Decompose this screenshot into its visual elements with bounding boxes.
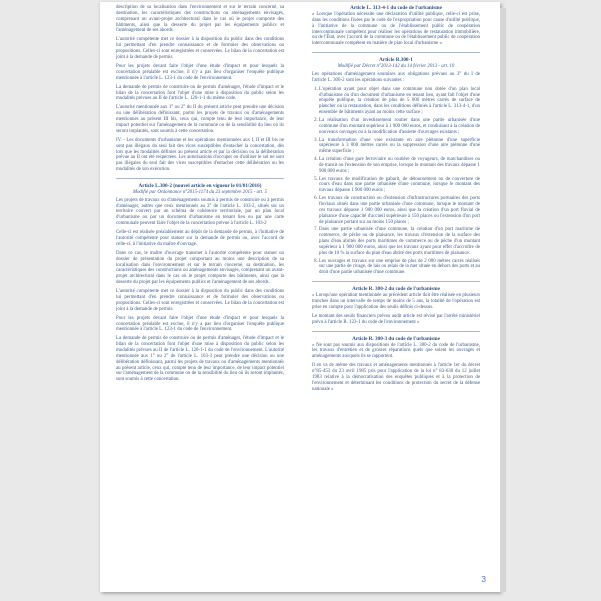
paragraph: La demande de permis de construire ou de permis d'aménager, l'étude d'impact et le bilan de la concertation font l'objet d'une mise à disposition du public selon les modalités prévues au II de l'article L. 120-1-1 du même code. xyxy=(116,84,284,102)
paragraph: L'autorité compétente met ce dossier à la disposition du public dans des conditions lui permettant d'en prendre connaissance et de formuler des observations ou propositions. Celles-ci sont enregistrées et conservées. Le bilan de la concertation est joint à la demande de permis. xyxy=(116,289,284,312)
article-heading: Article R.300-1 xyxy=(379,57,413,64)
paragraph: La demande de permis de construire ou de permis d'aménager, l'étude d'impact et le bilan de la concertation font l'objet d'une mise à disposition du public selon les modalités prévues au II de l'article L. 120-1-1 du code de l'environnement. L'autorité mentionnée aux 1° ou 2° de l'article L. 103-3 peut prendre une décision ou une délibération définissant, parmi les projets de travaux ou d'aménagements mentionnés au présent article, ceux qui, compte tenu de leur importance, de leur impact potentiel sur l'aménagement de la commune ou de la sensibilité du lieu où ils seront implantés, sont soumis à cette concertation. xyxy=(116,336,284,383)
article-heading: Article L.300-2 (nouvel article en vigueur le 01/01/2016) xyxy=(138,182,262,189)
list-item: 2. La réalisation d'un investissement routier dans une partie urbanisée d'une commune d'un montant supérieur à 1 900 000 euros, et conduisant à la création de nouveaux ouvrages ou à la modification d'assiette d'ouvrages existants ; xyxy=(319,118,480,136)
paragraph: Pour les projets devant faire l'objet d'une étude d'impact et pour lesquels la concertation préalable est exclue, il n'y a pas lieu d'organiser l'enquête publique mentionnée à l'article L. 123-1 du code de l'environnement. xyxy=(116,63,284,81)
divider xyxy=(312,281,480,282)
divider xyxy=(312,331,480,332)
page-number: 3 xyxy=(481,575,486,584)
paragraph: Pour les projets devant faire l'objet d'une étude d'impact et pour lesquels la concertation préalable est exclue, il n'y a pas lieu d'organiser l'enquête publique mentionnée à l'article L. 123-1 du code de l'environnement. xyxy=(116,315,284,333)
paragraph: « Lorsque l'opération nécessite une déclaration d'utilité publique, celle-ci est prise, dans les conditions fixées par le code de l'expropriation pour cause d'utilité publique, à l'initiative de la commune ou de l'établissement public de coopération intercommunale compétent pour réaliser les opérations de restauration immobilière, ou de l'État, avec l'accord de la commune ou de l'établissement public de coopération intercommunale compétent en matière de plan local d'urbanisme » xyxy=(312,12,480,47)
paragraph: Celle-ci est réalisée préalablement au dépôt de la demande de permis, à l'initiative de l'autorité compétente pour statuer sur la demande de permis ou, avec l'accord de celle-ci, à l'initiative du maître d'ouvrage. xyxy=(116,230,284,247)
right-column xyxy=(312,5,480,396)
paragraph: Le montant des seuils financiers prévus audit article est révisé par l'arrêté ministériel prévu à l'article R. 123-1 du code de l'environnement » xyxy=(312,313,480,325)
list-item: 4. La création d'une gare ferroviaire ou routière de voyageurs, de marchandises ou de transit ou l'extension de son emprise, lorsque le montant des travaux dépasse 1 900 000 euros ; xyxy=(319,157,480,175)
list-item: 1. L'opération ayant pour objet dans une commune non dotée d'un plan local d'urbanisme ou d'un document d'urbanisme en tenant lieu, ayant fait l'objet d'une enquête publique, la création de plus de 5 000 mètres carrés de surface de plancher ou la restauration, dans les conditions définies à l'article L. 313-4-1, d'un ensemble de bâtiments ayant au moins cette surface ; xyxy=(319,87,480,116)
paragraph: L'autorité compétente met ce dossier à la disposition du public dans des conditions lui permettant d'en prendre connaissance et de formuler des observations ou propositions. Celles-ci sont enregistrées et conservées. Le bilan de la concertation est joint à la demande de permis. xyxy=(116,37,284,60)
list-item: 5. Les travaux de modification de gabarit, de détournement ou de couverture de cours d'eau dans une partie urbanisée d'une commune, lorsque le montant des travaux dépasse 1 900 000 euros ; xyxy=(319,177,480,195)
paragraph: L'autorité mentionnée aux 1° ou 2° du II du présent article peut prendre une décision ou une délibération définissant, parmi les projets de travaux ou d'aménagements mentionnés au présent III bis, ceux qui, compte tenu de leur importance, de leur impact potentiel sur l'aménagement de la commune ou de la sensibilité du lieu où ils seront implantés, sont soumis à cette concertation. xyxy=(116,105,284,134)
document-page xyxy=(100,2,500,592)
paragraph: Les projets de travaux ou d'aménagements soumis à permis de construire ou à permis d'aménager, autres que ceux mentionnés au 3° de l'article L. 103-2, situés sur un territoire couvert par un schéma de cohérence territoriale, par un plan local d'urbanisme ou par un document d'urbanisme en tenant lieu ou par une carte communale peuvent faire l'objet de la concertation prévue à l'article L. 103-2 xyxy=(116,197,284,227)
paragraph: Dans ce cas, le maître d'ouvrage transmet à l'autorité compétente pour statuer un dossier de présentation du projet comportant au moins une description de sa localisation dans l'environnement et sur le terrain concerné, sa destination, les caractéristiques des constructions ou aménagements envisagés, comprenant un avant-projet architectural dans le cas où le projet comporte des bâtiments, ainsi que la desserte du projet par les équipements publics et l'aménagement de ses abords. xyxy=(116,250,284,286)
list-item: 6. Les travaux de construction ou d'extension d'infrastructures portuaires des ports fluviaux situés dans une partie urbanisée d'une commune, lorsque le montant de ces travaux dépasse 1 900 000 euros, ainsi que la création d'un port fluvial de plaisance d'une capacité d'accueil supérieure à 150 places ou l'extension d'un port de plaisance portant sur au moins 150 places ; xyxy=(319,196,480,225)
list-item: 3. La transformation d'une voie existante en aire piétonne d'une superficie supérieure à 3 000 mètres carrés ou la suppression d'une aire piétonne d'une même superficie ; xyxy=(319,138,480,156)
left-column xyxy=(116,5,284,386)
article-subheading: Modifié par Décret n°2013-142 du 14 février 2013 - art. 10 xyxy=(337,64,455,70)
paragraph: IV. - Les documents d'urbanisme et les opérations mentionnées aux I, II et III bis ne sont pas illégaux du seul fait des vices susceptibles d'entacher la concertation, dès lors que les modalités définies au présent article et par la décision ou la délibération prévue au II ont été respectées. Les autorisations d'occuper ou d'utiliser le sol ne sont pas illégales du seul fait des vices susceptibles d'entacher cette délibération ou les modalités de son exécution. xyxy=(116,137,284,173)
article-heading: Article R. 300-2 du code de l'urbanisme xyxy=(352,286,440,293)
numbered-list xyxy=(312,87,480,276)
divider xyxy=(116,178,284,179)
paragraph: Il en va de même des travaux et aménagements mentionnés à l'article 1er du décret n°85-453 du 23 avril 1985 pris pour l'application de la loi n° 83-630 du 12 juillet 1983 relative à la démocratisation des enquêtes publiques et à la protection de l'environnement et déterminant les conditions de protection du secret de la défense nationale » xyxy=(312,363,480,392)
paragraph: « Lorsqu'une opération mentionnée au précédent article doit être réalisée en plusieurs tranches dans un intervalle de temps de moins de 5 ans, la totalité de l'opération est prise en compte pour l'application des seuils définis ci-dessus. xyxy=(312,293,480,310)
list-item: 7. Dans une partie urbanisée d'une commune, la création d'un port maritime de commerce, de pêche ou de plaisance, les travaux d'extension de la surface des plans d'eau abrités des ports maritimes de commerce ou de pêche d'un montant supérieur à 1 900 000 euros, ainsi que les travaux ayant pour effet d'accroître de plus de 10 % la surface du plan d'eau abrité des ports maritimes de plaisance. xyxy=(319,227,480,256)
list-item: 8. Les ouvrages et travaux sur une emprise de plus de 2 000 mètres carrés réalisés sur une partie de rivage, de lais ou relais de la mer située en dehors des ports et au droit d'une partie urbanisée d'une commune. xyxy=(319,259,480,277)
paragraph: « Ne sont pas soumis aux dispositions de l'article L. 300-2 du code de l'urbanisme, les travaux d'entretien et de grosses réparations quels que soient les ouvrages et aménagements auxquels ils se rapportent. xyxy=(312,342,480,360)
article-heading: Article R. 300-3 du code de l'urbanisme xyxy=(352,335,440,342)
divider xyxy=(312,52,480,53)
article-heading: Article L. 313-4-1 du code de l'urbanisme xyxy=(350,5,442,11)
paragraph: Les opérations d'aménagement soumises aux obligations prévues au 3° du I de l'article L. 300-2 sont les opérations suivantes : xyxy=(312,71,480,83)
article-subheading: Modifié par Ordonnance n°2015-1174 du 23 septembre 2015 - art. 5 xyxy=(132,189,268,195)
paragraph: description de sa localisation dans l'environnement et sur le terrain concerné, sa destination, les caractéristiques des constructions ou aménagements envisagés, comprenant un avant-projet architectural dans le cas où le projet comporte des bâtiments, ainsi que la desserte du projet par les équipements publics et l'aménagement de ses abords. xyxy=(116,5,284,34)
